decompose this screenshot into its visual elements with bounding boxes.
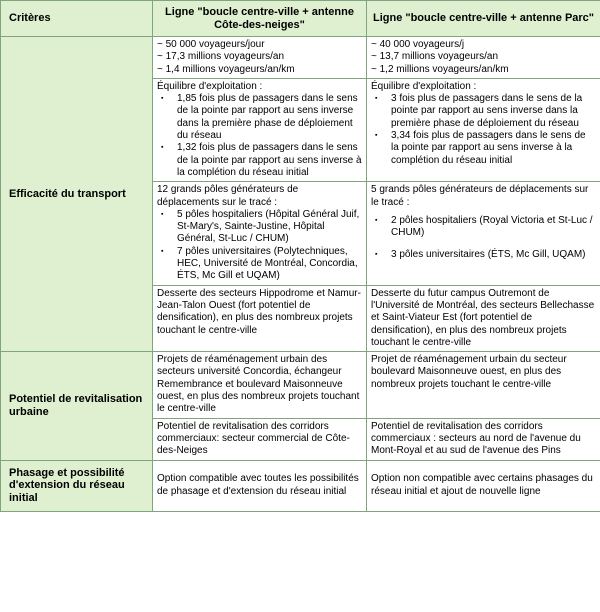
table-row [1, 352, 600, 418]
header-row [1, 1, 600, 37]
list-item-text: 3 fois plus de passagers dans le sens de la pointe par rapport au sens inverse dans la première phase de déploiement du réseau [391, 93, 583, 129]
bullet-icon: ▪ [161, 144, 164, 152]
traffic-cell-2 [367, 37, 600, 79]
phasing-cell-1: Option compatible avec toutes les possibilités de phasage et d'extension du réseau initial [153, 460, 367, 511]
bullet-icon: ▪ [161, 210, 164, 218]
bullet-icon: ▪ [375, 216, 378, 224]
balance-intro: Équilibre d'exploitation : [157, 80, 263, 92]
criterion-phasing: Phasage et possibilité d'extension du réseau initial [1, 460, 153, 511]
corridors-cell-2: Potentiel de revitalisation des corridors commerciaux : secteurs au nord de l'avenue du Mont-Royal et au sud de l'avenue des Pins [367, 418, 600, 460]
criterion-revitalisation: Potentiel de revitalisation urbaine [1, 352, 153, 460]
bullet-icon: ▪ [161, 247, 164, 255]
traffic-line: ~ 1,2 millions voyageurs/an/km [371, 63, 509, 75]
poles-intro: 12 grands pôles générateurs de déplacements sur le tracé : [157, 184, 299, 208]
list-item [371, 130, 596, 167]
list-item-text: 2 pôles hospitaliers (Royal Victoria et St-Luc / CHUM) [391, 214, 593, 239]
traffic-line: ~ 40 000 voyageurs/j [371, 39, 465, 50]
traffic-cell-1 [153, 37, 367, 79]
service-cell-2: Desserte du futur campus Outremont de l'Université de Montréal, des secteurs Bellechasse et Saint-Viateur Est (fort potentiel de densification), en plus des nombreux projets touchant le centre-ville [367, 285, 600, 351]
list-item [371, 249, 596, 261]
traffic-line: ~ 17,3 millions voyageurs/an [157, 51, 285, 63]
bullet-icon: ▪ [375, 95, 378, 103]
header-criteria: Critères [1, 1, 153, 37]
corridors-cell-1: Potentiel de revitalisation des corridors commerciaux: secteur commercial de Côte-des-Neiges [153, 418, 367, 460]
bullet-icon: ▪ [375, 251, 378, 259]
list-item [157, 246, 362, 283]
list-item-text: 3,34 fois plus de passagers dans le sens de la pointe par rapport au sens inverse à la complétion du réseau initial [391, 130, 586, 166]
traffic-line: ~ 1,4 millions voyageurs/an/km [157, 63, 295, 75]
list-item-text: 5 pôles hospitaliers (Hôpital Général Juif, St-Mary's, Sainte-Justine, Hôpital Général, St-Luc / CHUM) [177, 208, 360, 245]
table-row [1, 460, 600, 511]
bullet-icon: ▪ [375, 132, 378, 140]
list-item-text: 3 pôles universitaires (ÉTS, Mc Gill, UQAM) [391, 249, 586, 261]
criterion-transport: Efficacité du transport [1, 37, 153, 352]
list-item-text: 7 pôles universitaires (Polytechniques, HEC, Université de Montréal, Concordia, ÉTS, Mc Gill et UQAM) [177, 245, 358, 282]
projects-cell-1: Projets de réaménagement urbain des secteurs université Concordia, échangeur Remembrance et boulevard Maisonneuve ouest, en plus des nombreux projets touchant le centre-ville [153, 352, 367, 418]
poles-cell-2 [367, 182, 600, 285]
balance-cell-1 [153, 78, 367, 181]
list-item-text: 1,85 fois plus de passagers dans le sens de la pointe par rapport au sens inverse dans la première phase de déploiement du réseau [177, 93, 358, 142]
service-cell-1: Desserte des secteurs Hippodrome et Namur-Jean-Talon Ouest (fort potentiel de densification), en plus des nombreux projets touchant le centre-ville [153, 285, 367, 351]
poles-intro: 5 grands pôles générateurs de déplacements sur le tracé : [371, 184, 589, 208]
table-row [1, 37, 600, 79]
list-item [157, 209, 362, 246]
balance-cell-2 [367, 78, 600, 181]
list-item [371, 215, 596, 240]
header-option-parc: Ligne "boucle centre-ville + antenne Parc" [367, 1, 600, 37]
balance-intro: Équilibre d'exploitation : [371, 80, 477, 92]
poles-cell-1 [153, 182, 367, 285]
header-option-cote-des-neiges: Ligne "boucle centre-ville + antenne Côte-des-neiges" [153, 1, 367, 37]
phasing-cell-2: Option non compatible avec certains phasages du réseau initial et ajout de nouvelle ligne [367, 460, 600, 511]
traffic-line: ~ 13,7 millions voyageurs/an [371, 51, 499, 63]
bullet-icon: ▪ [161, 95, 164, 103]
list-item [157, 142, 362, 179]
projects-cell-2: Projet de réaménagement urbain du secteur boulevard Maisonneuve ouest, en plus des nombreux projets touchant le centre-ville [367, 352, 600, 418]
traffic-line: ~ 50 000 voyageurs/jour [157, 39, 265, 50]
list-item [371, 93, 596, 130]
list-item-text: 1,32 fois plus de passagers dans le sens de la pointe par rapport au sens inverse à la complétion du réseau initial [177, 142, 362, 178]
list-item [157, 93, 362, 142]
